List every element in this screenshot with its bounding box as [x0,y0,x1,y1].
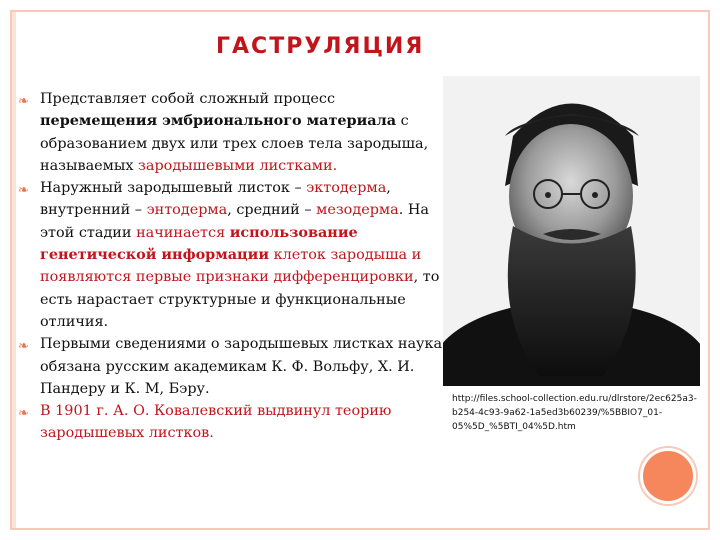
portrait-photo [443,76,700,386]
bullet-list [18,88,443,445]
bullet-text-segment: , средний – [227,202,317,219]
slide-title: ГАСТРУЛЯЦИЯ [216,34,425,59]
bullet-text-segment: с образованием двух или трех слоев тела зародыша, называемых [40,113,429,174]
photo-source-caption: http://files.school-collection.edu.ru/dlrstore/2ec625a3-b254-4c93-9a62-1a5ed3b60239/%5BBIO7_01-05%5D_%5BTI_04%5D.htm [452,394,697,432]
bullet-text-segment: Представляет собой сложный процесс [40,91,336,107]
bullet-text-segment: мезодерма [316,202,399,219]
bullet-text-segment: дифференцировки [273,269,414,286]
bullet-text-segment: эктодерма [306,180,387,197]
bullet-ornament-icon: ❧ [18,406,29,422]
portrait-image [443,76,700,386]
bullet-text-segment: Наружный зародышевый листок – [40,180,307,197]
bullet-ornament-icon: ❧ [18,183,29,199]
bullet-text-segment: Первыми сведениями о зародышевых листках наука обязана русским академикам К. Ф. Вольфу, Х. И. Пандеру и К. М, Бэру. [40,336,443,397]
bullet-text-segment: энтодерма [146,202,228,219]
bullet-text-segment: . На этой стадии [40,202,429,241]
bullet-ornament-icon: ❧ [18,94,29,109]
bullet-item [18,88,443,177]
bullet-text-segment: перемещения эмбрионального материала [40,112,397,130]
bullet-item [18,333,443,400]
bullet-text-segment: В 1901 г. А. О. Ковалевский выдвинул теорию зародышевых листков. [40,403,392,442]
bullet-ornament-icon: ❧ [18,339,29,355]
bullet-text-segment: зародышевыми листками [138,157,333,174]
bullet-item [18,177,443,333]
decorative-circle [640,448,696,504]
bullet-text-segment: использование генетической информации [40,223,358,264]
bullet-text-segment: , то есть нарастает структурные и функциональные отличия. [40,269,440,330]
bullet-text-segment: . [332,157,338,174]
bullet-item [18,400,443,445]
bullet-text-segment: , внутренний – [40,180,391,219]
bullet-text-segment: начинается [136,224,230,241]
bullet-text-segment: клеток зародыша и появляются первые признаки [40,247,422,286]
